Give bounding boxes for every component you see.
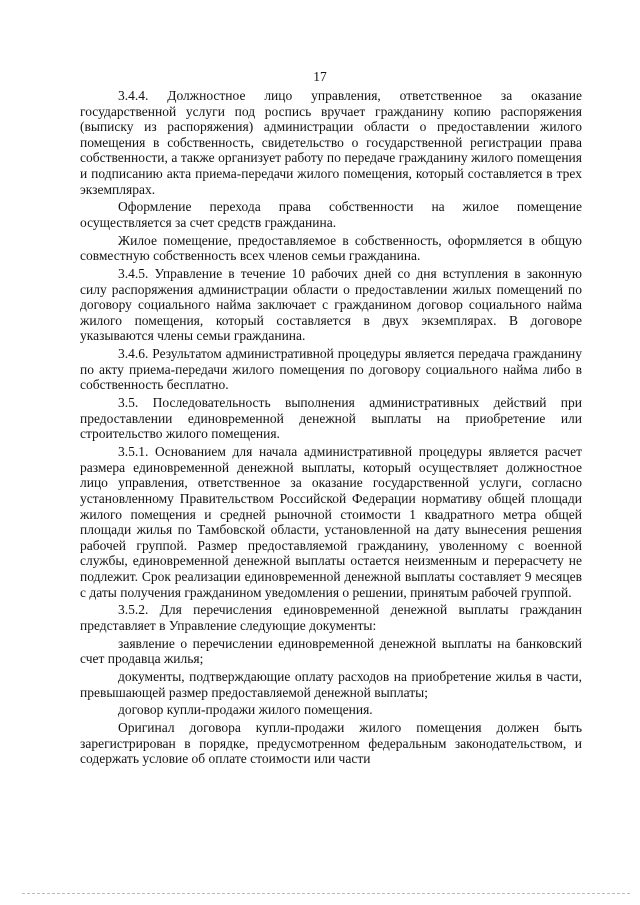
paragraph-3-5: 3.5. Последовательность выполнения административных действий при предоставлении единовременной денежной выплаты на приобретение или строительство жилого помещения.	[80, 395, 582, 442]
document-body	[80, 88, 582, 769]
paragraph-joint-ownership: Жилое помещение, предоставляемое в собственность, оформляется в общую совместную собственность всех членов семьи гражданина.	[80, 232, 582, 264]
paragraph-3-5-2: 3.5.2. Для перечисления единовременной денежной выплаты гражданин представляет в Управление следующие документы:	[80, 602, 582, 633]
paragraph-3-4-5: 3.4.5. Управление в течение 10 рабочих дней со дня вступления в законную силу распоряжения администрации области о предоставлении жилых помещений по договору социального найма заключает с гражданином договор социального найма жилого помещения, который составляется в двух экземплярах. В договоре указываются члены семьи гражданина.	[80, 266, 582, 344]
list-item-sale-contract: договор купли-продажи жилого помещения.	[118, 702, 373, 718]
page-bottom-divider	[22, 893, 630, 894]
paragraph-ownership-transfer: Оформление перехода права собственности на жилое помещение осуществляется за счет средств гражданина.	[80, 199, 582, 230]
list-item-payment-documents: документы, подтверждающие оплату расходов на приобретение жилья в части, превышающей размер предоставляемой денежной выплаты;	[80, 669, 582, 700]
paragraph-3-4-6: 3.4.6. Результатом административной процедуры является передача гражданину по акту приема-передачи жилого помещения по договору социального найма либо в собственность бесплатно.	[80, 346, 582, 393]
paragraph-3-4-4: 3.4.4. Должностное лицо управления, ответственное за оказание государственной услуги под роспись вручает гражданину копию распоряжения (выписку из распоряжения) администрации области о предоставлении жилого помещения в собственность, свидетельство о государственной регистрации права собственности, а также организует работу по передаче гражданину жилого помещения и подписанию акта приема-передачи жилого помещения, который составляется в трех экземплярах.	[80, 88, 582, 197]
paragraph-3-5-1: 3.5.1. Основанием для начала административной процедуры является расчет размера единовременной денежной выплаты, который осуществляет должностное лицо управления, ответственное за оказание государственной услуги, согласно установленному Правительством Российской Федерации нормативу общей площади жилого помещения и средней рыночной стоимости 1 квадратного метра общей площади жилья по Тамбовской области, установленной на дату вынесения решения рабочей группой. Размер предоставляемой гражданину, уволенному с военной службы, единовременной денежной выплаты остается неизменным и перерасчету не подлежит. Срок реализации единовременной денежной выплаты составляет 9 месяцев с даты получения гражданином уведомления о решении, принятым рабочей группой.	[80, 444, 582, 600]
paragraph-contract-original: Оригинал договора купли-продажи жилого помещения должен быть зарегистрирован в порядке, предусмотренном федеральным законодательством, и содержать условие об оплате стоимости или части	[80, 720, 582, 767]
list-item-application: заявление о перечислении единовременной денежной выплаты на банковский счет продавца жилья;	[80, 635, 582, 667]
page-number: 17	[313, 69, 327, 84]
